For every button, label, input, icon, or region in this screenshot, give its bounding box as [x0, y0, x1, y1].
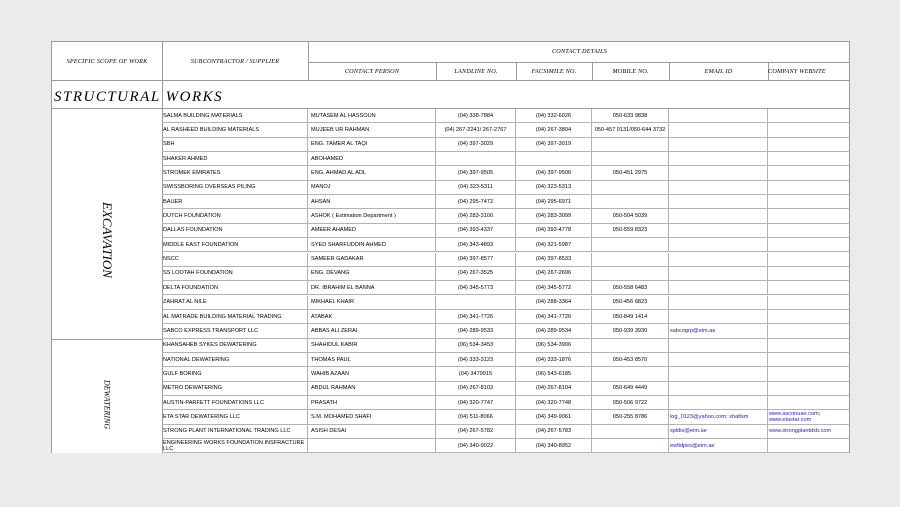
email-cell [669, 367, 768, 380]
facsimile-cell: (04) 283-3099 [516, 209, 592, 222]
website-cell [768, 109, 850, 122]
table-row [162, 166, 850, 180]
mobile-cell [592, 152, 669, 165]
header-website: COMPANY WEBSITE [768, 68, 826, 75]
website-cell [768, 267, 850, 280]
header-email: EMAIL ID [704, 68, 733, 75]
landline-cell: (04) 320-7747 [436, 396, 516, 409]
mobile-cell: 050-633 9838 [592, 109, 669, 122]
subcontractor-cell: DUTCH FOUNDATION [162, 209, 308, 222]
website-cell [768, 296, 850, 309]
contact-person-cell: THOMAS PAUL [308, 353, 436, 366]
landline-cell: (04) 397-9505 [436, 166, 516, 179]
landline-cell: (04) 3479915 [436, 367, 516, 380]
table-row [162, 324, 850, 338]
landline-cell [436, 152, 516, 165]
website-cell [768, 123, 850, 136]
mobile-cell [592, 439, 669, 452]
subcontractor-cell: SWISSBORING OVERSEAS PILING [162, 181, 308, 194]
landline-cell: (04) 267-8103 [436, 382, 516, 395]
facsimile-cell [516, 152, 592, 165]
table-row [162, 267, 850, 281]
facsimile-cell: (04) 267-2696 [516, 267, 592, 280]
subcontractor-cell: DELTA FOUNDATION [162, 281, 308, 294]
email-cell [669, 396, 768, 409]
landline-cell [436, 296, 516, 309]
subcontractor-cell: SBH [162, 138, 308, 151]
landline-cell: (04) 511-8066 [436, 410, 516, 423]
mobile-cell: 050-558 6483 [592, 281, 669, 294]
landline-cell: (04) 295-7472 [436, 195, 516, 208]
contact-person-cell: MANOJ [308, 181, 436, 194]
subcontractor-cell: BAUER [162, 195, 308, 208]
facsimile-cell: (04) 295-6971 [516, 195, 592, 208]
facsimile-cell: (04) 321-5987 [516, 238, 592, 251]
table-row [162, 310, 850, 324]
contact-person-cell: ENG. TAMER AL TAQI [308, 138, 436, 151]
header-landline: LANDLINE NO. [454, 68, 498, 75]
mobile-cell: 050-506 9722 [592, 396, 669, 409]
subcontractor-cell: METRO DEWATERING [162, 382, 308, 395]
contact-person-cell: MIKHAEL KHAIR [308, 296, 436, 309]
email-cell [669, 109, 768, 122]
mobile-cell: 050-453 8570 [592, 353, 669, 366]
table-row [162, 152, 850, 166]
mobile-cell [592, 425, 669, 438]
mobile-cell [592, 267, 669, 280]
subcontractor-cell: ZAHRAT AL NILE [162, 296, 308, 309]
email-cell [669, 253, 768, 266]
website-cell [768, 439, 850, 452]
table-row [162, 138, 850, 152]
email-cell[interactable]: spldis@eim.ae [669, 425, 768, 438]
email-cell [669, 166, 768, 179]
section-title: STRUCTURAL WORKS [54, 89, 224, 105]
contact-person-cell: MUJEEB UR RAHMAN [308, 123, 436, 136]
table-row [162, 425, 850, 439]
landline-cell: (04) 289-9533 [436, 324, 516, 337]
facsimile-cell: (04) 320-7748 [516, 396, 592, 409]
contact-person-cell: DR. IBRAHIM EL BANNA [308, 281, 436, 294]
facsimile-cell: (04) 397-9506 [516, 166, 592, 179]
landline-cell: (06) 534-3453 [436, 339, 516, 352]
table-row [162, 123, 850, 137]
email-cell [669, 296, 768, 309]
contact-person-cell: SYED SHARFUDDIN AHMED [308, 238, 436, 251]
facsimile-cell: (04) 341-7726 [516, 310, 592, 323]
facsimile-cell: (06) 534-3906 [516, 339, 592, 352]
facsimile-cell: (04) 397-3019 [516, 138, 592, 151]
facsimile-cell: (04) 267-3804 [516, 123, 592, 136]
contact-person-cell: S.M. MOHAMED SHAFI [308, 410, 436, 423]
website-cell[interactable]: www.strongplantdxb.com [769, 428, 832, 435]
subcontractor-cell: ETA STAR DEWATERING LLC [162, 410, 308, 423]
table-row [162, 339, 850, 353]
website-cell[interactable]: www.asconuae.com; www.etastar.com [769, 410, 821, 423]
landline-cell: (04) 333-3123 [436, 353, 516, 366]
email-cell [669, 209, 768, 222]
landline-cell: (04) 343-4893 [436, 238, 516, 251]
subcontractor-cell: SABCO EXPRESS TRANSPORT LLC [162, 324, 308, 337]
landline-cell: (04) 397-8577 [436, 253, 516, 266]
website-cell [768, 224, 850, 237]
contact-person-cell: SHAHIDUL KABIR [308, 339, 436, 352]
subcontractor-cell: KHANSAHEB SYKES DEWATERING [162, 339, 308, 352]
landline-cell: (04) 338-7884 [436, 109, 516, 122]
website-cell [768, 382, 850, 395]
table-row [162, 281, 850, 295]
contact-person-cell: AMEER AHAMED [308, 224, 436, 237]
email-cell [669, 382, 768, 395]
header-subcontractor: SUBCONTRACTOR / SUPPLIER [190, 58, 280, 65]
landline-cell: (04) 341-7726 [436, 310, 516, 323]
mobile-cell: 050-849 1414 [592, 310, 669, 323]
facsimile-cell: (04) 323-5313 [516, 181, 592, 194]
header-scope: SPECIFIC SCOPE OF WORK [66, 58, 148, 65]
subcontractor-cell: SS LOOTAH FOUNDATION [162, 267, 308, 280]
contact-person-cell: PRASATH [308, 396, 436, 409]
subcontractor-cell: STRONG PLANT INTERNATIONAL TRADING LLC [162, 425, 308, 438]
contact-person-cell: MUTASEM AL HASSOUN [308, 109, 436, 122]
website-cell [768, 324, 850, 337]
facsimile-cell: (04) 267-8104 [516, 382, 592, 395]
website-cell [768, 209, 850, 222]
website-cell [768, 138, 850, 151]
subcontractor-cell: NATIONAL DEWATERING [162, 353, 308, 366]
email-cell [669, 224, 768, 237]
email-cell [669, 281, 768, 294]
mobile-cell: 050-939 3930 [592, 324, 669, 337]
mobile-cell: 050-255 8786 [592, 410, 669, 423]
website-cell [768, 353, 850, 366]
group-divider [52, 339, 162, 340]
email-cell [669, 123, 768, 136]
facsimile-cell: (04) 333-1876 [516, 353, 592, 366]
subcontractor-cell: GULF BORING [162, 367, 308, 380]
website-cell [768, 238, 850, 251]
mobile-cell [592, 181, 669, 194]
group-label-dewatering: DEWATERING [102, 379, 112, 430]
landline-cell: (04) 283-3100 [436, 209, 516, 222]
table-row [162, 396, 850, 410]
email-cell[interactable]: ewfidpes@eim.ae [669, 439, 768, 452]
facsimile-cell: (04) 345-5772 [516, 281, 592, 294]
contact-person-cell: ABOHAMED [308, 152, 436, 165]
contact-person-cell: ABDUL RAHMAN [308, 382, 436, 395]
landline-cell: (04) 267-3525 [436, 267, 516, 280]
email-cell [669, 152, 768, 165]
website-cell [768, 253, 850, 266]
contact-person-cell: AHSAN [308, 195, 436, 208]
email-cell [669, 238, 768, 251]
facsimile-cell: (04) 267-5783 [516, 425, 592, 438]
website-cell [768, 152, 850, 165]
table-row [162, 296, 850, 310]
subcontractor-cell: MIDDLE EAST FOUNDATION [162, 238, 308, 251]
email-cell [669, 181, 768, 194]
mobile-cell: 050-451 2975 [592, 166, 669, 179]
table-row [162, 439, 850, 453]
facsimile-cell: (04) 288-3364 [516, 296, 592, 309]
mobile-cell: 050-457 0131/050-644 3732 [592, 123, 669, 136]
website-cell [768, 166, 850, 179]
contact-person-cell: ENG. AHMAD AL ADL [308, 166, 436, 179]
table-row [162, 209, 850, 223]
website-cell [768, 181, 850, 194]
website-cell [768, 339, 850, 352]
table-row [162, 181, 850, 195]
landline-cell: (04) 323-5311 [436, 181, 516, 194]
facsimile-cell: (04) 340-8952 [516, 439, 592, 452]
landline-cell: (04) 345-5773 [436, 281, 516, 294]
table-row [162, 253, 850, 267]
spreadsheet [51, 41, 850, 453]
email-cell [669, 195, 768, 208]
mobile-cell [592, 138, 669, 151]
table-row [162, 224, 850, 238]
contact-person-cell: SAMEER GADAKAR [308, 253, 436, 266]
landline-cell: (04) 267-2241/ 267-2767 [436, 123, 516, 136]
landline-cell: (04) 340-9022 [436, 439, 516, 452]
header-bottom-line [52, 80, 850, 81]
subcontractor-cell: AUSTIN-PARFETT FOUNDATIONS LLC [162, 396, 308, 409]
subcontractor-cell: SHAKER AHMED [162, 152, 308, 165]
landline-cell: (04) 397-3029 [436, 138, 516, 151]
subcontractor-cell: SALMA BUILDING MATERIALS [162, 109, 308, 122]
facsimile-cell: (04) 393-4778 [516, 224, 592, 237]
email-cell [669, 310, 768, 323]
contact-person-cell [308, 439, 436, 452]
mobile-cell [592, 339, 669, 352]
mobile-cell [592, 238, 669, 251]
subcontractor-cell: AL MATRADE BUILDING MATERIAL TRADING [162, 310, 308, 323]
website-cell [768, 396, 850, 409]
subcontractor-cell: NSCC [162, 253, 308, 266]
subcontractor-cell: DALLAS FOUNDATION [162, 224, 308, 237]
mobile-cell [592, 195, 669, 208]
mobile-cell: 050-649 4449 [592, 382, 669, 395]
facsimile-cell: (04) 289-9534 [516, 324, 592, 337]
table-row [162, 382, 850, 396]
facsimile-cell: (06) 543-6185 [516, 367, 592, 380]
website-cell [768, 367, 850, 380]
contact-person-cell: ENG. DEVANG [308, 267, 436, 280]
mobile-cell [592, 367, 669, 380]
mobile-cell: 050-559 8323 [592, 224, 669, 237]
mobile-cell [592, 253, 669, 266]
header-contact-details: CONTACT DETAILS [551, 48, 608, 55]
header-mobile: MOBILE NO. [612, 68, 649, 75]
subcontractor-cell: AL RASHEED BUILDING MATERIALS [162, 123, 308, 136]
facsimile-cell: (04) 349-9061 [516, 410, 592, 423]
table-row [162, 410, 850, 424]
table-row [162, 353, 850, 367]
email-cell [669, 353, 768, 366]
table-row [162, 109, 850, 123]
contact-person-cell: WAHIB AZAAN [308, 367, 436, 380]
mobile-cell: 050-456 6823 [592, 296, 669, 309]
website-cell [768, 281, 850, 294]
website-cell [768, 310, 850, 323]
facsimile-cell: (04) 397-8533 [516, 253, 592, 266]
email-cell[interactable]: log_0123@yahoo.com; shafism [669, 410, 768, 423]
email-cell [669, 138, 768, 151]
contact-person-cell: ASISH DESAI [308, 425, 436, 438]
email-cell[interactable]: sabcogrp@eim.ae [669, 324, 768, 337]
email-cell [669, 339, 768, 352]
table-row [162, 238, 850, 252]
contact-person-cell: ASHOK ( Estimation Department ) [308, 209, 436, 222]
mobile-cell: 050-504 5039 [592, 209, 669, 222]
contact-person-cell: ATABAK [308, 310, 436, 323]
landline-cell: (04) 267-5782 [436, 425, 516, 438]
contact-person-cell: ABBAS ALI ZERAI [308, 324, 436, 337]
table-row [162, 195, 850, 209]
subcontractor-cell: ENGINEERING WORKS FOUNDATION INSFRACTURE LLC [162, 439, 308, 452]
email-cell [669, 267, 768, 280]
table-row [162, 367, 850, 381]
landline-cell: (04) 393-4337 [436, 224, 516, 237]
group-label-excavation: EXCAVATION [100, 202, 115, 278]
facsimile-cell: (04) 332-6026 [516, 109, 592, 122]
website-cell [768, 195, 850, 208]
subcontractor-cell: STROMEK EMIRATES [162, 166, 308, 179]
header-facsimile: FACSIMILE NO. [531, 68, 577, 75]
header-contact-person: CONTACT PERSON [344, 68, 400, 75]
